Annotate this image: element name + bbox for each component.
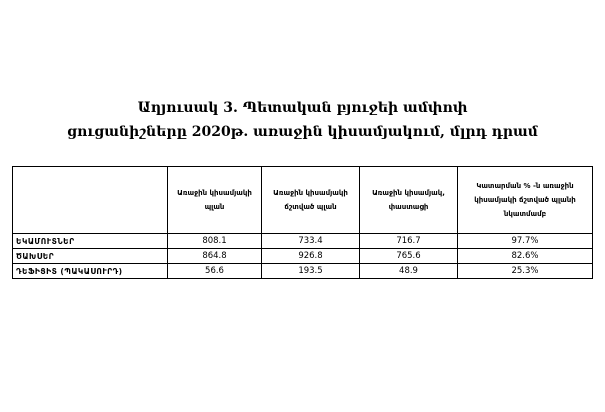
cell-revenues-plan: 808.1 [168,234,262,249]
cell-deficit-execution: 25.3% [458,264,593,279]
column-header-revised-plan: Առաջին կիսամյակի ճշտված պլան [262,167,360,234]
cell-deficit-plan: 56.6 [168,264,262,279]
table-title-line-2: ցուցանիշները 2020թ. առաջին կիսամյակում, մլրդ դրամ [67,124,538,140]
cell-expenditures-actual: 765.6 [360,249,458,264]
row-label-deficit: ԴԵՖԻՑԻՏ (ՊԱԿԱՍՈՒՐԴ) [13,264,168,279]
cell-expenditures-revised-plan: 926.8 [262,249,360,264]
column-header-execution-percent: Կատարման % -ն առաջին կիսամյակի ճշտված պլանի նկատմամբ [458,167,593,234]
table-row-revenues [13,234,593,249]
cell-expenditures-plan: 864.8 [168,249,262,264]
table-row-deficit [13,264,593,279]
column-header-actual: Առաջին կիսամյակ, փաստացի [360,167,458,234]
cell-deficit-actual: 48.9 [360,264,458,279]
column-header-plan: Առաջին կիսամյակի պլան [168,167,262,234]
budget-summary-table [12,166,593,279]
row-label-revenues: ԵԿԱՄՈՒՏՆԵՐ [13,234,168,249]
table-title-line-1: Աղյուսակ 3. Պետական բյուջեի ամփոփ [137,100,468,116]
column-header-blank [13,167,168,234]
row-label-expenditures: ԾԱԽՍԵՐ [13,249,168,264]
cell-deficit-revised-plan: 193.5 [262,264,360,279]
cell-revenues-execution: 97.7% [458,234,593,249]
cell-revenues-revised-plan: 733.4 [262,234,360,249]
table-row-expenditures [13,249,593,264]
table-header-row [13,167,593,234]
cell-revenues-actual: 716.7 [360,234,458,249]
cell-expenditures-execution: 82.6% [458,249,593,264]
